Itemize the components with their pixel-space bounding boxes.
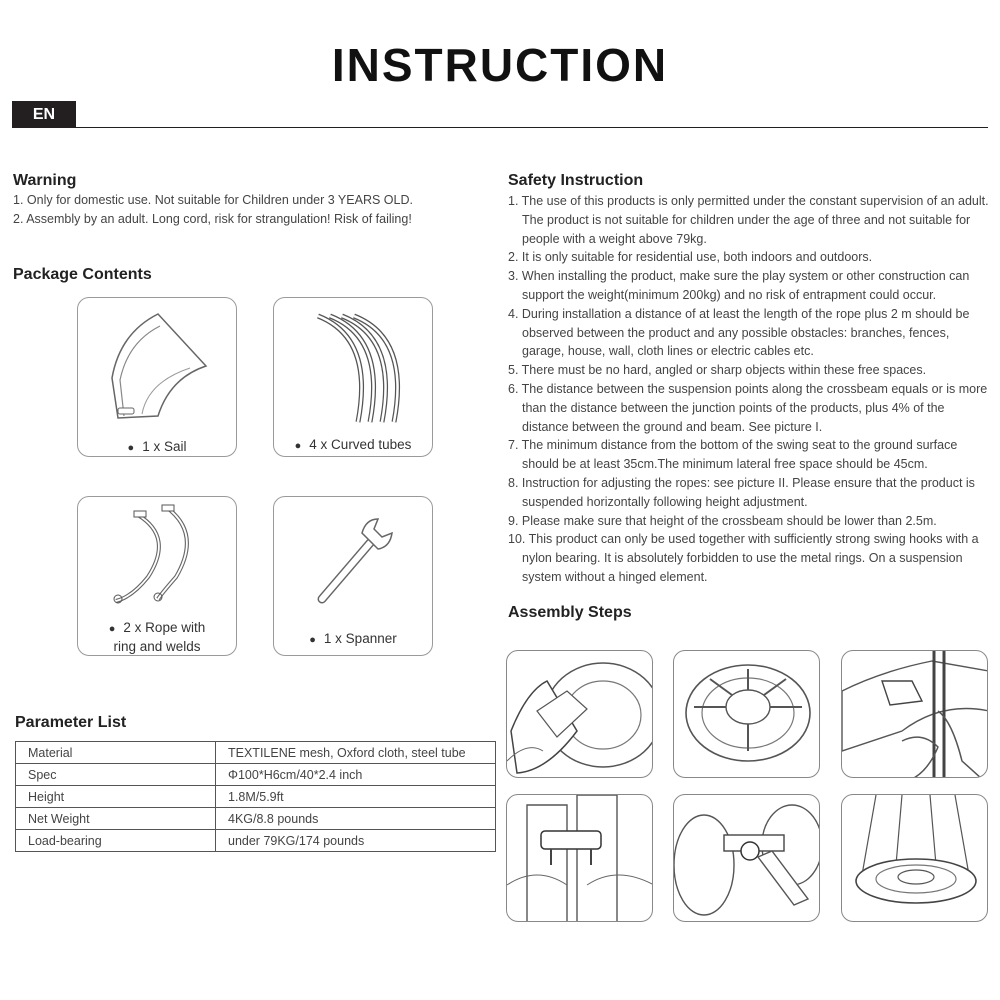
curved-tubes-caption: 4 x Curved tubes <box>309 437 412 452</box>
list-item: 9. Please make sure that height of the crossbeam should be lower than 2.5m. <box>508 513 937 528</box>
param-key: Net Weight <box>16 808 216 830</box>
page-title: INSTRUCTION <box>331 39 669 91</box>
assembly-step-1 <box>506 650 653 778</box>
safety-instruction-title: Safety Instruction <box>508 172 644 189</box>
safety-list <box>508 192 990 587</box>
package-item-rope <box>77 496 237 656</box>
table-row <box>16 786 496 808</box>
assembly-steps-title: Assembly Steps <box>508 604 632 621</box>
package-item-caption: ● 1 x Sail <box>127 439 187 454</box>
connector-illustration <box>507 795 653 922</box>
assembly-step-3 <box>841 650 988 778</box>
table-row <box>16 808 496 830</box>
param-key: Height <box>16 786 216 808</box>
param-value: under 79KG/174 pounds <box>216 830 496 852</box>
assembly-step-5 <box>673 794 820 922</box>
param-key: Spec <box>16 764 216 786</box>
assembly-step-6 <box>841 794 988 922</box>
list-item: 4. During installation a distance of at least the length of the rope plus 2 m should be observed between the product and any possible obstacles: branches, fences, garage, house, wall, cloth lines or electric cables etc. <box>508 306 970 359</box>
package-item-caption: ● 4 x Curved tubes <box>294 437 412 452</box>
warning-title: Warning <box>13 172 77 189</box>
package-item-caption: ● 1 x Spanner <box>309 631 397 646</box>
list-item: 5. There must be no hard, angled or sharp objects within these free spaces. <box>508 363 927 378</box>
warning-line-2: 2. Assembly by an adult. Long cord, risk for strangulation! Risk of failing! <box>13 212 412 226</box>
param-value: 4KG/8.8 pounds <box>216 808 496 830</box>
list-item: 7. The minimum distance from the bottom of the swing seat to the ground surface should be at least 35cm.The minimum lateral free space should be 45cm. <box>508 438 958 472</box>
package-contents-title: Package Contents <box>13 266 152 283</box>
list-item: 10. This product can only be used together with sufficiently strong swing hooks with a nylon bearing. It is absolutely forbidden to use the metal rings. On a suspension system without a hinged element. <box>508 532 979 584</box>
list-item: 3. When installing the product, make sure the play system or other construction can support the weight(minimum 200kg) and no risk of entrapment could occur. <box>508 269 970 302</box>
package-item-caption: ● 2 x Rope with ring and welds <box>108 620 206 654</box>
param-value: TEXTILENE mesh, Oxford cloth, steel tube <box>216 742 496 764</box>
table-row <box>16 764 496 786</box>
rope-caption-line1: 2 x Rope with <box>123 620 206 635</box>
spanner-caption: 1 x Spanner <box>323 631 397 646</box>
sail-caption: 1 x Sail <box>142 439 187 454</box>
package-item-sail <box>77 297 237 457</box>
warning-line-1: 1. Only for domestic use. Not suitable for Children under 3 YEARS OLD. <box>13 193 413 207</box>
insert-tube-illustration <box>507 651 653 778</box>
list-item: 1. The use of this products is only permitted under the constant supervision of an adult. The product is not suitable for children under the age of three and not suitable for people with a weight above 79kg. <box>508 194 989 246</box>
sail-icon <box>78 298 238 458</box>
curved-tubes-icon <box>274 298 434 458</box>
list-item: 6. The distance between the suspension points along the crossbeam equals or is more than the distance between the junction points of the products, plus 4% of the distance between the ground and beam. See picture I. <box>508 381 988 434</box>
param-key: Material <box>16 742 216 764</box>
parameter-table <box>15 741 496 852</box>
frame-ring-illustration <box>674 651 820 778</box>
header-divider <box>76 127 988 128</box>
assembly-step-2 <box>673 650 820 778</box>
param-value: 1.8M/5.9ft <box>216 786 496 808</box>
table-row <box>16 742 496 764</box>
param-value: Φ100*H6cm/40*2.4 inch <box>216 764 496 786</box>
hung-swing-illustration <box>842 795 988 922</box>
parameter-list-title: Parameter List <box>15 714 127 731</box>
rope-caption-line2: ring and welds <box>113 639 201 654</box>
package-item-spanner <box>273 496 433 656</box>
table-row <box>16 830 496 852</box>
list-item: 8. Instruction for adjusting the ropes: see picture II. Please ensure that the product is suspended horizontally following height adjustment. <box>508 475 975 509</box>
param-key: Load-bearing <box>16 830 216 852</box>
language-tab: EN <box>12 101 76 128</box>
tighten-nut-illustration <box>674 795 820 922</box>
list-item: 2. It is only suitable for residential use, both indoors and outdoors. <box>508 250 873 265</box>
package-item-curved-tubes <box>273 297 433 457</box>
assembly-step-4 <box>506 794 653 922</box>
buckle-illustration <box>842 651 988 778</box>
